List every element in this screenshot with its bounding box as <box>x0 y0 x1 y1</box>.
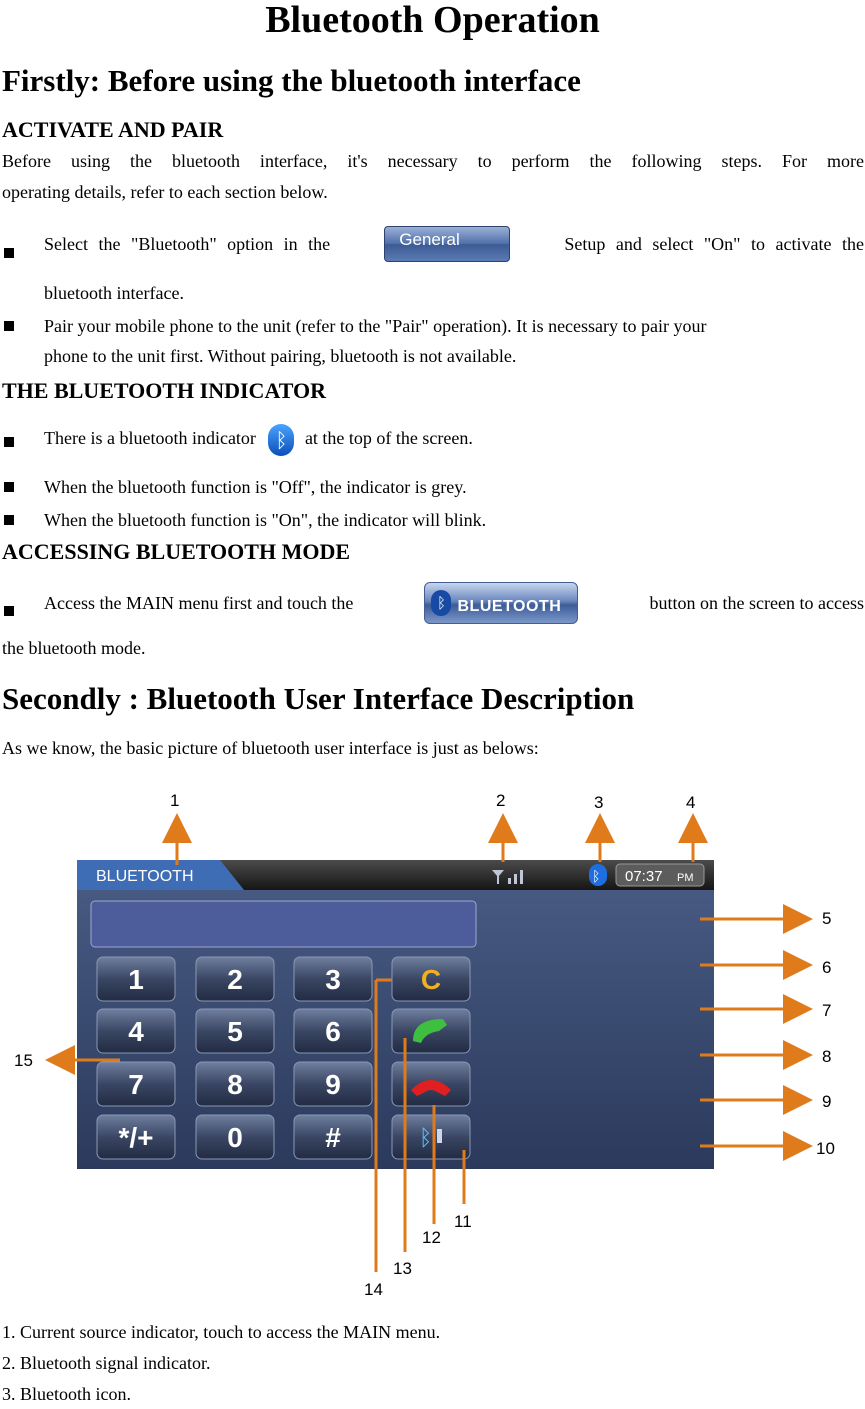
accessing-bullet-1-post: button on the screen to access <box>649 593 864 613</box>
svg-text:5: 5 <box>227 1016 243 1047</box>
bluetooth-logo-icon: ᛒ <box>431 590 451 616</box>
indicator-bullet-1-pre: There is a bluetooth indicator <box>44 428 256 448</box>
bullet-square-icon <box>4 482 14 492</box>
keypad-key-8[interactable] <box>196 1062 274 1106</box>
accessing-bullet-1-pre: Access the MAIN menu first and touch the <box>44 593 354 613</box>
svg-text:*/+: */+ <box>118 1122 154 1153</box>
bluetooth-indicator-icon: ᛒ <box>268 424 294 456</box>
keypad-key-C[interactable] <box>392 957 470 1001</box>
callout-number: 13 <box>393 1259 412 1278</box>
section2-heading: Secondly : Bluetooth User Interface Description <box>2 681 635 716</box>
svg-text:#: # <box>325 1122 341 1153</box>
indicator-heading: THE BLUETOOTH INDICATOR <box>2 378 326 403</box>
accessing-line2: the bluetooth mode. <box>2 638 146 658</box>
svg-text:ᛒ: ᛒ <box>592 868 601 884</box>
callout-number: 6 <box>822 958 832 977</box>
section1-heading: Firstly: Before using the bluetooth interface <box>2 63 581 98</box>
svg-text:2: 2 <box>227 964 243 995</box>
callout-number: 5 <box>822 909 832 928</box>
activate-bullet-1-pre: Select the "Bluetooth" option in the <box>44 234 331 254</box>
svg-text:6: 6 <box>325 1016 341 1047</box>
svg-text:0: 0 <box>227 1122 243 1153</box>
activate-bullet-2-line2: phone to the unit first. Without pairing, bluetooth is not available. <box>44 346 517 366</box>
svg-text:7: 7 <box>128 1069 144 1100</box>
clock-time: 07:37 <box>625 868 663 885</box>
bluetooth-mode-button-label: BLUETOOTH <box>457 598 562 615</box>
activate-bullet-1-line2: bluetooth interface. <box>44 283 184 303</box>
list-item: 1. Current source indicator, touch to access the MAIN menu. <box>2 1322 441 1342</box>
svg-text:1: 1 <box>128 964 144 995</box>
list-item: 2. Bluetooth signal indicator. <box>2 1353 211 1373</box>
callout-number: 11 <box>454 1212 472 1231</box>
keypad-key-0[interactable] <box>196 1115 274 1159</box>
callout-number: 14 <box>364 1280 383 1299</box>
keypad-key-5[interactable] <box>196 1009 274 1053</box>
general-button: General <box>384 226 510 262</box>
callout-number: 9 <box>822 1092 832 1111</box>
source-indicator-label[interactable]: BLUETOOTH <box>96 868 194 885</box>
svg-text:9: 9 <box>325 1069 341 1100</box>
bullet-square-icon <box>4 437 14 447</box>
keypad-key-3[interactable] <box>294 957 372 1001</box>
indicator-bullet-1-post: at the top of the screen. <box>304 428 473 448</box>
callout-number: 15 <box>14 1051 33 1070</box>
indicator-bullet-2-text: When the bluetooth function is "Off", the indicator is grey. <box>44 477 467 497</box>
bullet-square-icon <box>4 515 14 525</box>
keypad-key-4[interactable] <box>97 1009 175 1053</box>
callout-number: 12 <box>422 1228 441 1247</box>
keypad-key-*/+[interactable] <box>97 1115 175 1159</box>
callout-number: 10 <box>816 1139 835 1158</box>
activate-intro-line1: Before using the bluetooth interface, it's necessary to perform the following steps. For more <box>2 151 864 171</box>
svg-text:3: 3 <box>325 964 341 995</box>
keypad-key-#[interactable] <box>294 1115 372 1159</box>
callout-number: 4 <box>686 793 696 812</box>
activate-bullet-2-line1: Pair your mobile phone to the unit (refer to the "Pair" operation). It is necessary to pair your <box>44 316 707 336</box>
number-display <box>91 901 476 947</box>
list-item: 3. Bluetooth icon. <box>2 1384 131 1404</box>
callout-number: 8 <box>822 1047 832 1066</box>
keypad-key-6[interactable] <box>294 1009 372 1053</box>
section2-intro: As we know, the basic picture of bluetooth user interface is just as belows: <box>2 738 539 758</box>
page-title: Bluetooth Operation <box>265 0 600 41</box>
callout-number: 2 <box>496 791 506 810</box>
clock-ampm: PM <box>677 872 694 884</box>
callout-number: 3 <box>594 793 604 812</box>
indicator-bullet-3-text: When the bluetooth function is "On", the indicator will blink. <box>44 510 487 530</box>
keypad-key-9[interactable] <box>294 1062 372 1106</box>
keypad-key-7[interactable] <box>97 1062 175 1106</box>
bluetooth-mode-button <box>424 582 578 624</box>
keypad-key-2[interactable] <box>196 957 274 1001</box>
svg-text:C: C <box>420 964 442 995</box>
bullet-square-icon <box>4 321 14 331</box>
bluetooth-ui-figure <box>0 780 865 1300</box>
activate-intro-line2: operating details, refer to each section below. <box>2 182 328 202</box>
callout-number: 7 <box>822 1001 832 1020</box>
activate-heading: ACTIVATE AND PAIR <box>2 117 224 142</box>
accessing-heading: ACCESSING BLUETOOTH MODE <box>2 539 351 564</box>
svg-text:8: 8 <box>227 1069 243 1100</box>
svg-text:4: 4 <box>128 1016 144 1047</box>
bullet-square-icon <box>4 606 14 616</box>
bullet-square-icon <box>4 248 14 258</box>
svg-text:ᛒ: ᛒ <box>419 1125 433 1150</box>
callout-number: 1 <box>170 791 180 810</box>
activate-bullet-1-post: Setup and select "On" to activate the <box>564 234 864 254</box>
keypad-key-1[interactable] <box>97 957 175 1001</box>
